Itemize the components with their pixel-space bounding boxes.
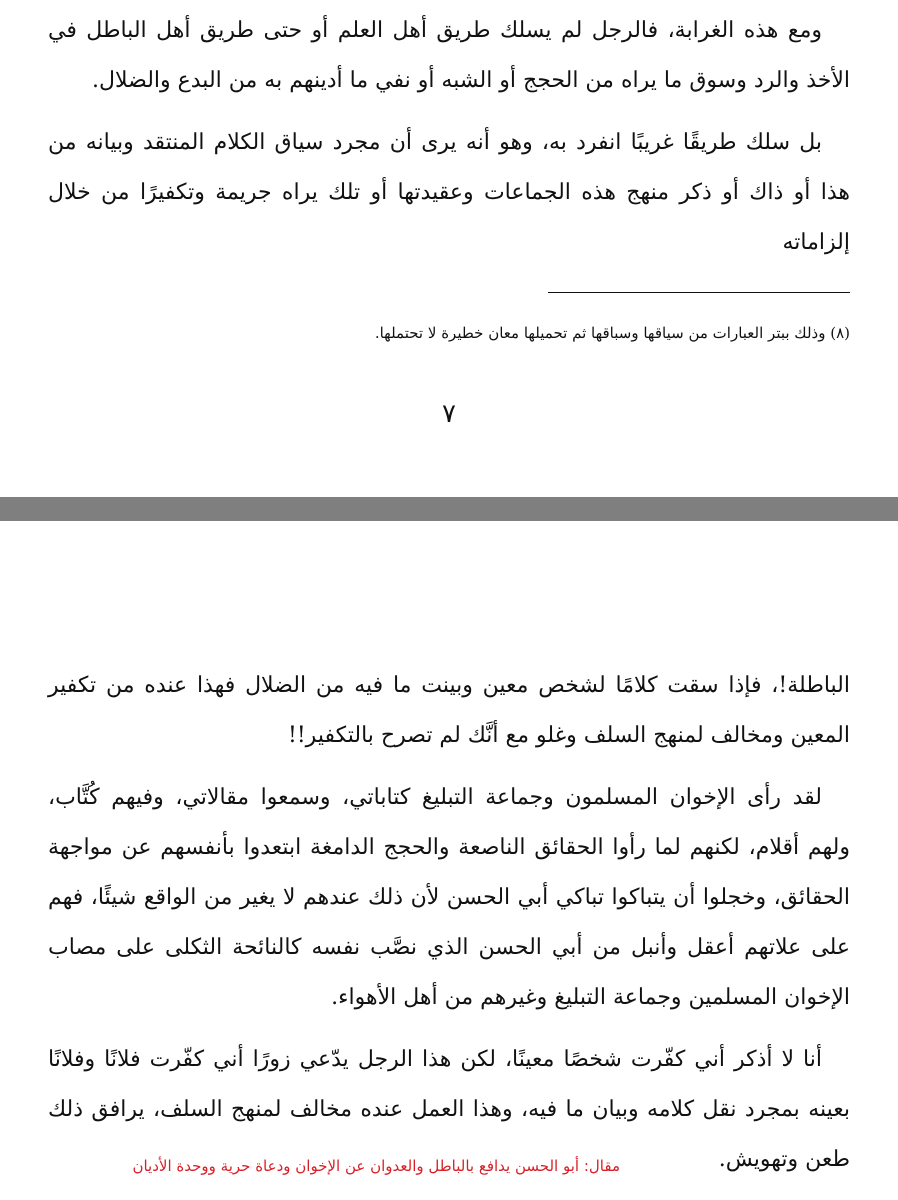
bottom-paragraph-3: أنا لا أذكر أني كفّرت شخصًا معينًا، لكن هذا الرجل يدّعي زورًا أني كفّرت فلانًا وفلانًا بعينه بمجرد نقل كلامه وبيان ما فيه، وهذا العمل عنده مخالف لمنهج السلف، يرافق ذلك طعن وتهويش. [48,1047,851,1172]
page-number: ٧ [442,399,456,429]
bottom-page-body [48,661,850,1197]
top-page-body [48,6,850,280]
article-caption: مقال: أبو الحسن يدافع بالباطل والعدوان عن الإخوان ودعاة حرية ووحدة الأديان [132,1157,620,1175]
bottom-paragraph-2: لقد رأى الإخوان المسلمون وجماعة التبليغ كتاباتي، وسمعوا مقالاتي، وفيهم كُتَّاب، ولهم أقلام، لكنهم لما رأوا الحقائق الناصعة والحجج الدامغة ابتعدوا بأنفسهم عن مواجهة الحقائق، وخجلوا أن يتباكوا تباكي أبي الحسن لأن ذلك عندهم لا يغير من الواقع شيئًا، فهم على علاتهم أعقل وأنبل من أبي الحسن الذي نصَّب نفسه كالنائحة الثكلى على مصاب الإخوان المسلمين وجماعة التبليغ وغيرهم من أهل الأهواء. [48,785,850,1010]
bottom-page [0,521,898,1200]
top-page [0,0,898,497]
bottom-paragraph-1: الباطلة!، فإذا سقت كلامًا لشخص معين وبينت ما فيه من الضلال فهذا عنده من تكفير المعين ومخالف لمنهج السلف وغلو مع أنَّك لم تصرح بالتكفير!! [48,673,850,748]
top-paragraph-2: بل سلك طريقًا غريبًا انفرد به، وهو أنه يرى أن مجرد سياق الكلام المنتقد وبيانه من هذا أو ذاك أو ذكر منهج هذه الجماعات وعقيدتها أو تلك يراه جريمة وتكفيرًا من خلال إلزاماته [48,130,850,255]
page-separator [0,497,898,521]
footnote: (٨) وذلك ببتر العبارات من سياقها وسباقها ثم تحميلها معان خطيرة لا تحتملها. [374,324,850,342]
footnote-divider [548,292,850,293]
top-paragraph-1: ومع هذه الغرابة، فالرجل لم يسلك طريق أهل العلم أو حتى طريق أهل الباطل في الأخذ والرد وسوق ما يراه من الحجج أو الشبه أو نفي ما أدينهم به من البدع والضلال. [48,18,850,93]
